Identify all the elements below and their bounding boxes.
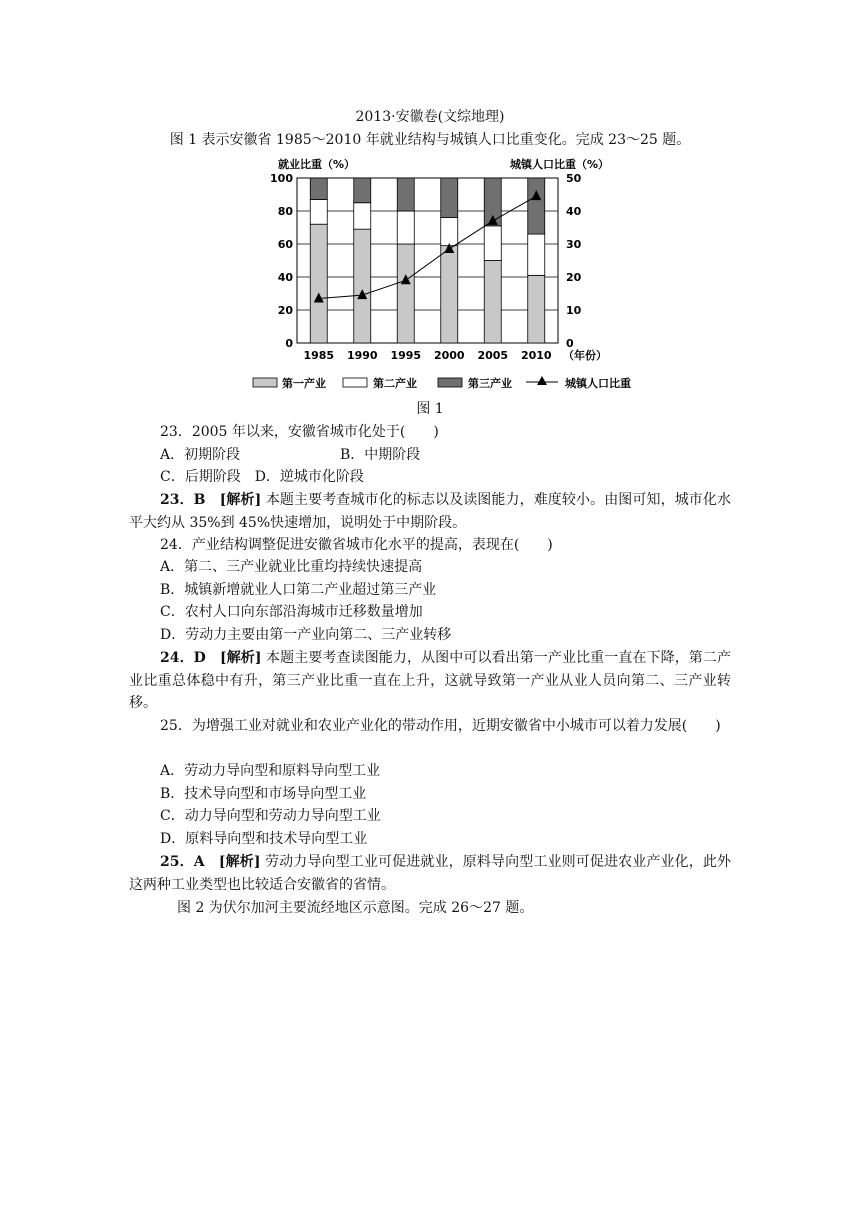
legend-label-tertiary: 第三产业	[468, 377, 512, 390]
bar-segment-1	[354, 229, 371, 343]
figure2-intro: 图 2 为伏尔加河主要流经地区示意图。完成 26～27 题。	[177, 900, 534, 916]
q25-answer-label: 25．A [解析]	[160, 854, 261, 870]
x-unit-label: （年份）	[563, 349, 607, 362]
chart-bars	[310, 178, 545, 343]
chart-legend	[253, 376, 631, 390]
q24-answer-label: 24．D [解析]	[160, 650, 262, 666]
q24-option-c: C．农村人口向东部沿海城市迁移数量增加	[160, 604, 423, 620]
bar-segment-1	[310, 224, 327, 343]
q25-answer	[129, 851, 731, 896]
q23-option-cd: C．后期阶段 D．逆城市化阶段	[160, 469, 364, 485]
x-tick-label: 2000	[433, 349, 465, 362]
plot-frame	[297, 178, 558, 343]
right-tick-label: 0	[566, 337, 574, 350]
paper-title: 2013·安徽卷(文综地理)	[355, 109, 505, 125]
legend-swatch-secondary	[343, 378, 367, 387]
bar-segment-1	[484, 261, 501, 344]
q25-stem: 25．为增强工业对就业和农业产业化的带动作用，近期安徽省中小城市可以着力发展( )	[160, 718, 721, 734]
right-tick-label: 30	[566, 238, 582, 251]
x-tick-label: 2005	[477, 349, 509, 362]
legend-triangle-marker	[537, 376, 547, 385]
figure1-intro: 图 1 表示安徽省 1985～2010 年就业结构与城镇人口比重变化。完成 23～25 题。	[169, 132, 691, 148]
q24-answer-text: 本题主要考查读图能力，从图中可以看出第一产业比重一直在下降，第二产业比重总体稳中有升，第三产业比重一直在上升，这就导致第一产业从业人员向第二、三产业转移。	[129, 650, 731, 711]
bar-segment-3	[354, 178, 371, 203]
urban-line-path	[319, 196, 537, 298]
q23-answer-text: 本题主要考查城市化的标志以及读图能力，难度较小。由图可知，城市化水平大约从 35%到 45%快速增加，说明处于中期阶段。	[129, 492, 731, 531]
q25-option-c: C．动力导向型和劳动力导向型工业	[160, 808, 381, 824]
right-tick-label: 20	[566, 271, 582, 284]
bar-segment-2	[528, 234, 545, 275]
legend-swatch-primary	[253, 378, 277, 387]
q23-answer-label: 23．B [解析]	[160, 492, 262, 508]
bar-segment-1	[528, 275, 545, 343]
legend-label-urban: 城镇人口比重	[565, 377, 631, 390]
q24-option-a: A．第二、三产业就业比重均持续快速提高	[160, 559, 423, 575]
bar-segment-2	[484, 226, 501, 261]
bar-segment-3	[528, 178, 545, 234]
legend-label-secondary: 第二产业	[373, 377, 417, 390]
bar-segment-2	[310, 199, 327, 224]
q25-option-b: B．技术导向型和市场导向型工业	[160, 786, 367, 802]
x-tick-label: 1985	[303, 349, 335, 362]
q24-option-d: D．劳动力主要由第一产业向第二、三产业转移	[160, 627, 452, 643]
q23-option-a: A．初期阶段	[160, 447, 241, 463]
right-tick-label: 50	[566, 172, 582, 185]
left-tick-label: 40	[277, 271, 293, 284]
left-tick-label: 0	[285, 337, 293, 350]
bar-segment-3	[441, 178, 458, 218]
q25-option-a: A．劳动力导向型和原料导向型工业	[160, 763, 381, 779]
figure1-caption: 图 1	[416, 401, 444, 417]
bar-segment-3	[397, 178, 414, 211]
bar-segment-2	[397, 211, 414, 244]
legend-label-primary: 第一产业	[282, 377, 326, 390]
right-tick-label: 40	[566, 205, 582, 218]
chart-grid	[297, 178, 558, 343]
q24-stem: 24．产业结构调整促进安徽省城市化水平的提高，表现在( )	[160, 537, 553, 553]
x-tick-label: 2010	[520, 349, 552, 362]
x-tick-label: 1995	[390, 349, 422, 362]
x-tick-label: 1990	[346, 349, 378, 362]
left-tick-label: 100	[270, 172, 293, 185]
bar-segment-1	[441, 246, 458, 343]
left-tick-label: 60	[277, 238, 293, 251]
figure1-chart	[240, 150, 660, 400]
bar-segment-3	[310, 178, 327, 199]
bar-segment-1	[397, 244, 414, 343]
q24-answer	[129, 647, 731, 715]
right-tick-label: 10	[566, 304, 582, 317]
q23-stem: 23．2005 年以来，安徽省城市化处于( )	[160, 424, 439, 440]
chart-urban-line	[314, 190, 542, 302]
left-tick-label: 80	[277, 205, 293, 218]
q25-option-d: D．原料导向型和技术导向型工业	[160, 831, 368, 847]
right-axis-label: 城镇人口比重（%）	[510, 158, 610, 171]
legend-swatch-tertiary	[438, 378, 462, 387]
q23-answer	[129, 489, 731, 534]
bar-segment-2	[441, 218, 458, 246]
left-tick-label: 20	[277, 304, 293, 317]
left-axis-label: 就业比重（%）	[278, 158, 356, 171]
bar-segment-2	[354, 203, 371, 229]
q23-option-b: B．中期阶段	[340, 447, 421, 463]
q24-option-b: B．城镇新增就业人口第二产业超过第三产业	[160, 582, 437, 598]
q25-answer-text: 劳动力导向型工业可促进就业，原料导向型工业则可促进农业产业化，此外这两种工业类型也比较适合安徽省的省情。	[129, 854, 732, 893]
